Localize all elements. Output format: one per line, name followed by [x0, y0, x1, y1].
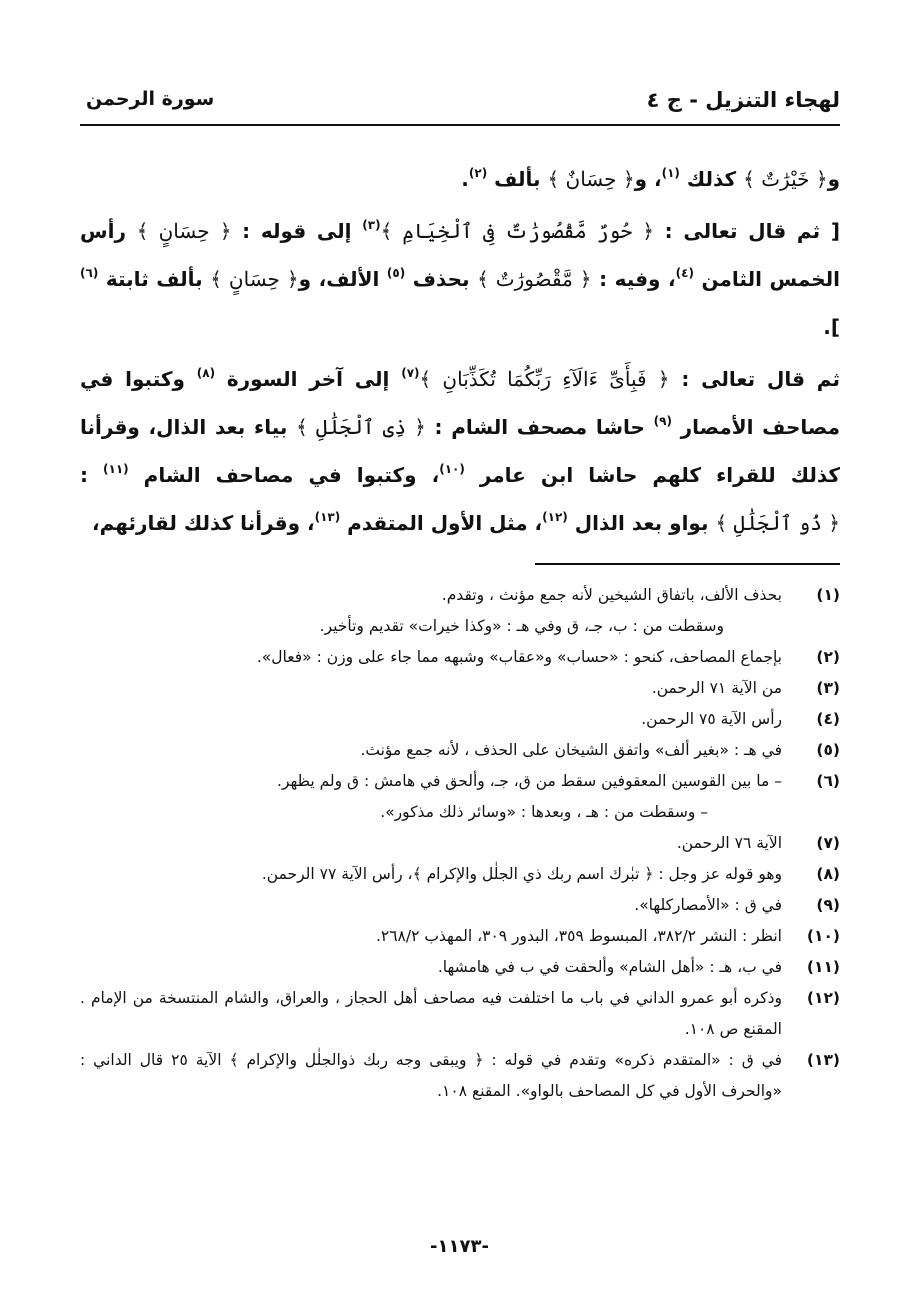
- quran-verse: ﴿ فَبِأَىِّ ءَالَآءِ رَبِّكُمَا تُكَذِّبَانِ ﴾: [419, 367, 670, 391]
- footnote-8: [80, 859, 840, 890]
- text-run: ثم قال تعالى :: [669, 367, 840, 391]
- footnote-text: من الآية ٧١ الرحمن.: [651, 679, 782, 697]
- text-run: بياء بعد الذال، وقرأنا كذلك للقراء كلهم حاشا ابن عامر: [80, 415, 841, 487]
- footnote-ref: (٨): [196, 366, 216, 380]
- text-run: .: [461, 167, 469, 191]
- text-run: بألف ثابتة: [98, 267, 211, 291]
- footnote-ref: (١): [661, 166, 680, 180]
- main-paragraph-2: [80, 355, 840, 547]
- quran-verse: ﴿ حِسَانٌ ﴾: [547, 167, 635, 191]
- quran-verse: ﴿ مَّقْصُورَٰتٌ ﴾: [477, 267, 592, 291]
- footnote-number: (٨): [816, 865, 840, 883]
- page-number: -١١٧٣-: [430, 1236, 489, 1257]
- footnote-number: (٧): [816, 834, 840, 852]
- footnote-ref: (٢): [468, 166, 488, 180]
- footnote-ref: (٩): [653, 414, 672, 428]
- quran-verse: ﴿ ذِى ٱلْجَلَٰلِ ﴾: [296, 415, 426, 439]
- footnote-text: في ب، هـ : «أهل الشام» وألحقت في ب في هامشها.: [437, 958, 782, 976]
- footnote-ref: (٦): [80, 266, 99, 280]
- text-run: الألف، و: [298, 267, 387, 291]
- footnote-text: بحذف الألف، باتفاق الشيخين لأنه جمع مؤنث ، وتقدم.: [441, 586, 782, 604]
- footnote-text: الآية ٧٦ الرحمن.: [676, 834, 782, 852]
- footnote-text: انظر : النشر ٣٨٢/٢، المبسوط ٣٥٩، البدور ٣٠٩، المهذب ٢٦٨/٢.: [375, 927, 782, 945]
- footnote-ref: (١٢): [542, 510, 568, 524]
- footnote-text: في ق : «المتقدم ذكره» وتقدم في قوله : ﴿ ويبقى وجه ربك ذوالجلٰل والإكرام ﴾ الآية ٢٥ قال الداني : «والحرف الأول في كل المصاحف بالواو». المقنع ١٠٨.: [80, 1051, 782, 1100]
- page-header: [80, 84, 840, 124]
- header-rule: [80, 124, 840, 126]
- footnote-number: (٣): [816, 679, 840, 697]
- text-run: بحذف: [405, 267, 478, 291]
- text-run: ، وقرأنا كذلك لقارئهم،: [92, 511, 315, 535]
- footnote-ref: (١١): [103, 462, 129, 476]
- footnote-number: (٢): [816, 648, 840, 666]
- quran-verse: ﴿ حِسَانٍ ﴾: [210, 267, 299, 291]
- footnote-13: [80, 1045, 840, 1107]
- footnote-text: رأس الآية ٧٥ الرحمن.: [641, 710, 782, 728]
- footnote-number: (٩): [816, 896, 840, 914]
- text-run: :: [80, 463, 104, 487]
- book-title: لهجاء التنزيل - ج ٤: [646, 88, 840, 112]
- quran-verse: ﴿ حِسَانٍ ﴾: [136, 219, 232, 243]
- text-run: ، و: [634, 167, 662, 191]
- text-run: إلى آخر السورة: [215, 367, 402, 391]
- footnote-number: (١٣): [806, 1051, 840, 1069]
- footnote-number: (١١): [806, 958, 840, 976]
- footnote-6: [80, 766, 840, 828]
- quran-verse: ﴿ خَيْرَٰتٌ ﴾: [743, 167, 828, 191]
- footnote-text: – ما بين القوسين المعقوفين سقط من ق، جـ، وألحق في هامش : ق ولم يظهر.: [277, 772, 782, 790]
- quran-verse: ﴿ حُورٌ مَّقْصُورَٰتٌ فِى ٱلْخِيَامِ ﴾: [380, 219, 654, 243]
- footnote-number: (١٠): [806, 927, 840, 945]
- text-run: حاشا مصحف الشام :: [425, 415, 654, 439]
- text-run: ].: [823, 315, 840, 339]
- footnote-ref: (١٣): [314, 510, 341, 524]
- footnote-ref: (٣): [362, 218, 381, 232]
- text-run: رأس الخمس الثامن: [80, 219, 841, 291]
- footnote-7: [80, 828, 840, 859]
- footnote-text: وهو قوله عز وجل : ﴿ تبٰرك اسم ربك ذي الجلٰل والإكرام ﴾، رأس الآية ٧٧ الرحمن.: [261, 865, 782, 883]
- text-run: بألف: [487, 167, 548, 191]
- text-run: بواو بعد الذال: [567, 511, 716, 535]
- main-text: [80, 155, 840, 547]
- main-line-1: [80, 155, 840, 203]
- footnote-text: في ق : «الأمصاركلها».: [634, 896, 782, 914]
- footnotes: [80, 580, 840, 1107]
- footnote-number: (٥): [816, 741, 840, 759]
- footnote-subtext: – وسقطت من : هـ ، وبعدها : «وسائر ذلك مذكور».: [380, 803, 708, 821]
- footnote-number: (٤): [816, 710, 840, 728]
- footnote-ref: (٤): [675, 266, 694, 280]
- footnote-5: [80, 735, 840, 766]
- surah-title: سورة الرحمن: [86, 88, 215, 110]
- footnote-ref: (١٠): [439, 462, 465, 476]
- footnote-number: (١٢): [806, 989, 840, 1007]
- footnote-separator: [535, 563, 840, 565]
- footnote-ref: (٥): [386, 266, 406, 280]
- footnote-2: [80, 642, 840, 673]
- text-run: ، مثل الأول المتقدم: [340, 511, 543, 535]
- footnote-1: [80, 580, 840, 642]
- text-run: و: [827, 167, 840, 191]
- footnote-text: بإجماع المصاحف، كنحو : «حساب» و«عقاب» وشبهه مما جاء على وزن : «فعال».: [256, 648, 782, 666]
- footnote-9: [80, 890, 840, 921]
- text-run: [ ثم قال تعالى :: [653, 219, 840, 243]
- text-run: كذلك: [679, 167, 744, 191]
- footnote-4: [80, 704, 840, 735]
- footnote-ref: (٧): [401, 366, 420, 380]
- footnote-subtext: وسقطت من : ب، جـ، ق وفي هـ : «وكذا خيرات» تقديم وتأخير.: [319, 617, 724, 635]
- text-run: ، وفيه :: [591, 267, 676, 291]
- text-run: إلى قوله :: [231, 219, 363, 243]
- main-paragraph-1: [80, 207, 840, 351]
- text-run: ، وكتبوا في مصاحف الشام: [128, 463, 440, 487]
- footnote-text: وذكره أبو عمرو الداني في باب ما اختلفت فيه مصاحف أهل الحجاز ، والعراق، والشام المنتسخة من الإمام . المقنع ص ١٠٨.: [80, 989, 782, 1038]
- text-run: وكتبوا في مصاحف الأمصار: [80, 367, 841, 439]
- quran-verse: ﴿ ذُو ٱلْجَلَٰلِ ﴾: [715, 511, 840, 535]
- footnote-11: [80, 952, 840, 983]
- footnote-12: [80, 983, 840, 1045]
- footnote-3: [80, 673, 840, 704]
- footnote-number: (٦): [816, 772, 840, 790]
- footnote-number: (١): [816, 586, 840, 604]
- footnote-text: في هـ : «بغير ألف» واتفق الشيخان على الحذف ، لأنه جمع مؤنث.: [360, 741, 782, 759]
- footnote-10: [80, 921, 840, 952]
